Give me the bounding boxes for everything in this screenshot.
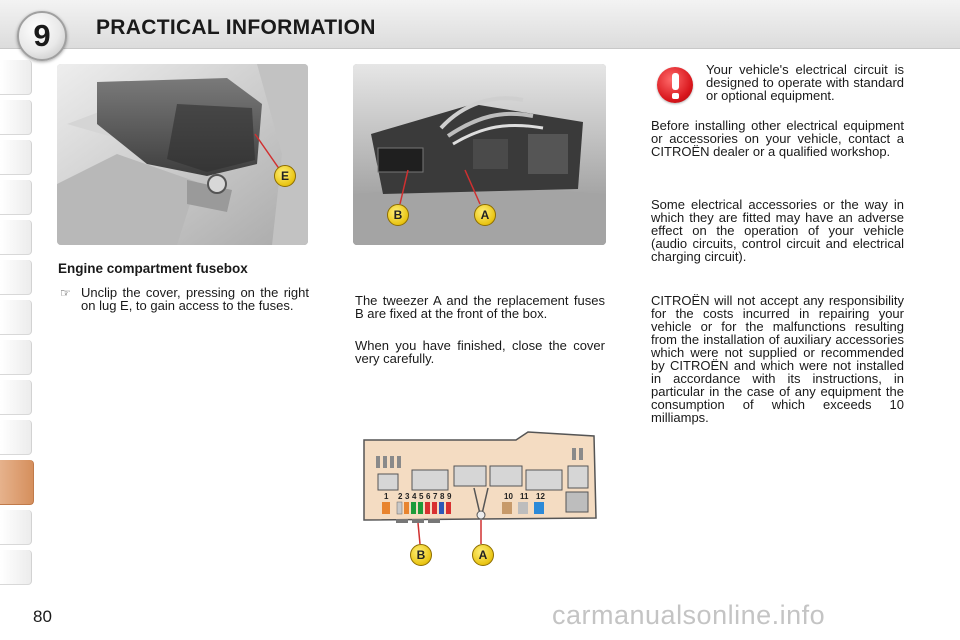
- chapter-tab[interactable]: [0, 100, 32, 135]
- fuse-number: 1: [384, 492, 389, 501]
- fuse-number: 12: [536, 492, 545, 501]
- chapter-tab[interactable]: [0, 180, 32, 215]
- warning-paragraph-circuit: Your vehicle's electrical circuit is designed to operate with standard or optional equipment.: [706, 62, 904, 103]
- fuse-number: 2: [398, 492, 403, 501]
- fuse-number: 4: [412, 492, 417, 501]
- fuse-number: 5: [419, 492, 424, 501]
- chapter-number-badge: 9: [17, 11, 67, 61]
- page-number: 80: [33, 607, 52, 626]
- fuse-number: 3: [405, 492, 410, 501]
- chapter-tab[interactable]: [0, 420, 32, 455]
- chapter-tab-active[interactable]: [0, 460, 34, 505]
- tweezer-a-callout: A: [474, 204, 496, 226]
- exclamation-warning-icon: [657, 67, 693, 103]
- chapter-tab[interactable]: [0, 140, 32, 175]
- fusebox-cover-illustration: [57, 64, 308, 245]
- chapter-tab[interactable]: [0, 220, 32, 255]
- chapter-tab[interactable]: [0, 60, 32, 95]
- tweezer-a-diagram-callout: A: [472, 544, 494, 566]
- chapter-tab[interactable]: [0, 300, 32, 335]
- warning-paragraph-liability: CITROËN will not accept any responsibility for the costs incurred in repairing your vehicle or for the malfunctions resulting from the installation of auxiliary accessories which were not supplied or recommended by CITROËN and which were not installed in accordance with its instructions, in particular in the case of any equipment the consumption of which exceeds 10 milliamps.: [651, 293, 904, 425]
- warning-paragraph-accessories: Some electrical accessories or the way in which they are fitted may have an adverse effect on the operation of your vehicle (audio circuits, control circuit and electrical charging circuit).: [651, 197, 904, 264]
- fuse-number: 9: [447, 492, 452, 501]
- chapter-tab[interactable]: [0, 510, 32, 545]
- fuses-b-diagram-callout: B: [410, 544, 432, 566]
- fuse-layout-diagram: [356, 430, 606, 580]
- section-heading: Engine compartment fusebox: [58, 261, 248, 276]
- close-cover-paragraph: When you have finished, close the cover very carefully.: [355, 338, 605, 366]
- page-title: PRACTICAL INFORMATION: [96, 16, 376, 39]
- bullet-text: Unclip the cover, pressing on the right on lug E, to gain access to the fuses.: [81, 285, 309, 313]
- fuse-number: 11: [520, 492, 529, 501]
- tweezer-paragraph: The tweezer A and the replacement fuses B are fixed at the front of the box.: [355, 293, 605, 321]
- chapter-tab[interactable]: [0, 550, 32, 585]
- chapter-tab[interactable]: [0, 340, 32, 375]
- open-fusebox-photo: [353, 64, 606, 245]
- chapter-tab[interactable]: [0, 380, 32, 415]
- fuses-b-callout: B: [387, 204, 409, 226]
- lug-e-callout: E: [274, 165, 296, 187]
- chapter-tab[interactable]: [0, 260, 32, 295]
- fuse-number: 8: [440, 492, 445, 501]
- watermark: carmanualsonline.info: [552, 600, 826, 630]
- chapter-side-tabs: [0, 60, 34, 580]
- warning-paragraph-installing: Before installing other electrical equipment or accessories on your vehicle, contact a CITROËN dealer or a qualified workshop.: [651, 118, 904, 159]
- pointing-hand-icon: ☞: [60, 286, 71, 300]
- fuse-number: 10: [504, 492, 513, 501]
- fuse-number: 6: [426, 492, 431, 501]
- fuse-number: 7: [433, 492, 438, 501]
- fusebox-cover-photo: [57, 64, 308, 245]
